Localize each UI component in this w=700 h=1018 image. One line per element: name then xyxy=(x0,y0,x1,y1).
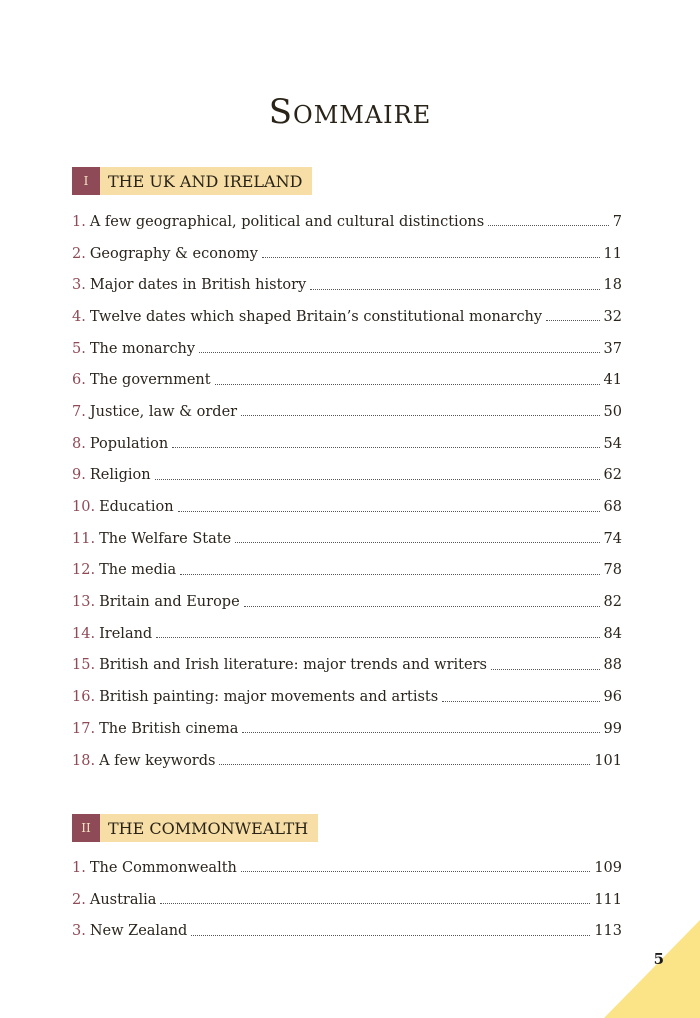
entry-page: 99 xyxy=(603,720,622,737)
entry-title: Twelve dates which shaped Britain’s constitutional monarchy xyxy=(89,308,543,325)
dot-leader xyxy=(242,732,599,733)
entry-title: Religion xyxy=(89,467,151,484)
entry-number: 17. xyxy=(72,720,96,737)
entry-number: 5. xyxy=(72,340,86,357)
entry-title: British painting: major movements and artists xyxy=(99,689,439,706)
entry-number: 6. xyxy=(72,372,86,389)
entry-title: Justice, law & order xyxy=(89,403,238,420)
entry-page: 78 xyxy=(603,562,622,579)
toc-entry[interactable] xyxy=(72,301,622,333)
entry-title: British and Irish literature: major trends and writers xyxy=(99,657,487,674)
section-number: II xyxy=(72,814,100,842)
entry-number: 9. xyxy=(72,467,86,484)
entry-page: 54 xyxy=(603,435,622,452)
entry-title: The Welfare State xyxy=(99,530,232,547)
entry-title: A few keywords xyxy=(99,752,216,769)
toc-entry[interactable] xyxy=(72,396,622,428)
toc-entry[interactable] xyxy=(72,884,622,916)
dot-leader xyxy=(488,225,609,226)
toc-entry[interactable] xyxy=(72,618,622,650)
entry-page: 109 xyxy=(594,859,622,876)
entry-page: 37 xyxy=(603,340,622,357)
entry-title: Major dates in British history xyxy=(89,277,307,294)
entry-number: 3. xyxy=(72,923,86,940)
entry-page: 32 xyxy=(603,308,622,325)
dot-leader xyxy=(241,415,599,416)
toc-entry[interactable] xyxy=(72,713,622,745)
toc-entry[interactable] xyxy=(72,745,622,777)
toc-entry[interactable] xyxy=(72,650,622,682)
entry-title: The monarchy xyxy=(89,340,196,357)
entry-title: The government xyxy=(89,372,211,389)
dot-leader xyxy=(215,384,600,385)
entry-number: 4. xyxy=(72,308,86,325)
entry-number: 13. xyxy=(72,594,96,611)
toc-entry[interactable] xyxy=(72,269,622,301)
entry-title: Britain and Europe xyxy=(99,594,240,611)
dot-leader xyxy=(178,511,600,512)
entry-number: 15. xyxy=(72,657,96,674)
entry-page: 88 xyxy=(603,657,622,674)
dot-leader xyxy=(156,637,599,638)
entry-page: 50 xyxy=(603,403,622,420)
entry-title: The British cinema xyxy=(99,720,239,737)
dot-leader xyxy=(160,903,590,904)
entry-page: 18 xyxy=(603,277,622,294)
entry-page: 41 xyxy=(603,372,622,389)
entry-page: 82 xyxy=(603,594,622,611)
entry-number: 10. xyxy=(72,499,96,516)
entry-number: 1. xyxy=(72,859,86,876)
entry-number: 14. xyxy=(72,625,96,642)
dot-leader xyxy=(244,606,600,607)
entry-title: The media xyxy=(99,562,177,579)
toc-entry[interactable] xyxy=(72,428,622,460)
entry-page: 11 xyxy=(603,245,622,262)
section-label: THE UK AND IRELAND xyxy=(100,167,312,195)
dot-leader xyxy=(155,479,600,480)
toc-entry[interactable] xyxy=(72,523,622,555)
toc-entry[interactable] xyxy=(72,491,622,523)
entry-number: 16. xyxy=(72,689,96,706)
entry-number: 2. xyxy=(72,245,86,262)
entry-title: Australia xyxy=(89,891,157,908)
dot-leader xyxy=(442,701,599,702)
dot-leader xyxy=(219,764,590,765)
entry-page: 96 xyxy=(603,689,622,706)
entry-page: 62 xyxy=(603,467,622,484)
corner-triangle xyxy=(604,920,700,1018)
entry-number: 1. xyxy=(72,213,86,230)
toc-entry[interactable] xyxy=(72,681,622,713)
dot-leader xyxy=(491,669,600,670)
entry-title: Ireland xyxy=(99,625,153,642)
toc-entry[interactable] xyxy=(72,364,622,396)
section-label: THE COMMONWEALTH xyxy=(100,814,318,842)
entry-number: 11. xyxy=(72,530,96,547)
entry-page: 113 xyxy=(594,923,622,940)
entry-page: 74 xyxy=(603,530,622,547)
entry-title: Population xyxy=(89,435,169,452)
entry-number: 18. xyxy=(72,752,96,769)
toc-entry[interactable] xyxy=(72,586,622,618)
entry-title: Geography & economy xyxy=(89,245,258,262)
entry-title: Education xyxy=(99,499,174,516)
section-header-1 xyxy=(72,167,312,195)
toc-entry[interactable] xyxy=(72,333,622,365)
dot-leader xyxy=(172,447,599,448)
toc-entry[interactable] xyxy=(72,852,622,884)
page-number: 5 xyxy=(653,950,664,968)
toc-entry[interactable] xyxy=(72,915,622,947)
entry-number: 3. xyxy=(72,277,86,294)
entry-page: 68 xyxy=(603,499,622,516)
dot-leader xyxy=(546,320,599,321)
section-number: I xyxy=(72,167,100,195)
dot-leader xyxy=(180,574,599,575)
dot-leader xyxy=(235,542,599,543)
page-title: Sommaire xyxy=(268,92,432,132)
toc-entry[interactable] xyxy=(72,238,622,270)
toc-entry[interactable] xyxy=(72,460,622,492)
entry-title: A few geographical, political and cultural distinctions xyxy=(89,213,485,230)
entry-page: 101 xyxy=(594,752,622,769)
entry-number: 12. xyxy=(72,562,96,579)
dot-leader xyxy=(199,352,599,353)
entry-number: 8. xyxy=(72,435,86,452)
entry-number: 2. xyxy=(72,891,86,908)
entry-page: 111 xyxy=(594,891,622,908)
entry-title: The Commonwealth xyxy=(89,859,237,876)
entry-page: 7 xyxy=(612,213,622,230)
toc-entry[interactable] xyxy=(72,555,622,587)
dot-leader xyxy=(262,257,600,258)
toc-list-section-1 xyxy=(72,206,622,776)
entry-number: 7. xyxy=(72,403,86,420)
toc-list-section-2 xyxy=(72,852,622,947)
section-header-2 xyxy=(72,814,318,842)
dot-leader xyxy=(241,871,590,872)
dot-leader xyxy=(310,289,599,290)
entry-page: 84 xyxy=(603,625,622,642)
entry-title: New Zealand xyxy=(89,923,188,940)
toc-entry[interactable] xyxy=(72,206,622,238)
dot-leader xyxy=(191,935,590,936)
